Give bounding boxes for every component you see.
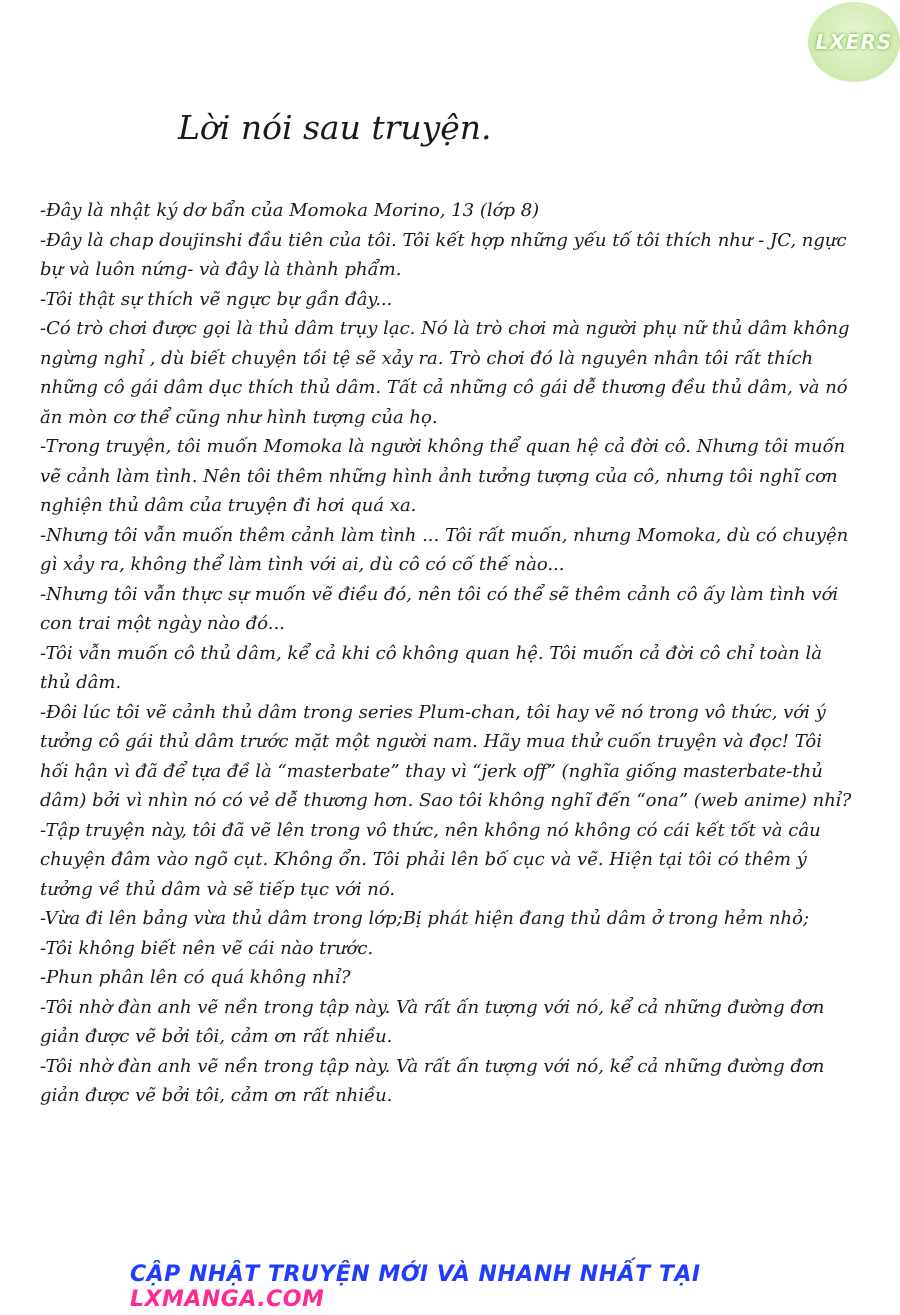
paragraph: -Tôi thật sự thích vẽ ngực bự gần đây...	[40, 288, 393, 310]
paragraph: -Đôi lúc tôi vẽ cảnh thủ dâm trong series Plum-chan, tôi hay vẽ nó trong vô thức, với ý tưởng cô gái thủ dâm trước mặt một người nam. Hãy mua thử cuốn truyện và đọc! Tôi hối hận vì đã để tựa đề là “masterbate” thay vì “jerk off” (nghĩa giống masterbate-thủ dâm) bởi vì nhìn nó có vẻ dễ thương hơn. Sao tôi không nghĩ đến “ona” (web anime) nhỉ?	[40, 701, 852, 811]
paragraph: -Trong truyện, tôi muốn Momoka là người không thể quan hệ cả đời cô. Nhưng tôi muốn vẽ cảnh làm tình. Nên tôi thêm những hình ảnh tưởng tượng của cô, nhưng tôi nghĩ cơn nghiện thủ dâm của truyện đi hơi quá xa.	[40, 436, 846, 516]
paragraph: -Vừa đi lên bảng vừa thủ dâm trong lớp;Bị phát hiện đang thủ dâm ở trong hẻm nhỏ;	[40, 908, 810, 929]
paragraph: -Nhưng tôi vẫn thực sự muốn vẽ điều đó, nên tôi có thể sẽ thêm cảnh cô ấy làm tình với con trai một ngày nào đó...	[40, 583, 839, 634]
footer-text: CẬP NHẬT TRUYỆN MỚI VÀ NHANH NHẤT TẠI	[130, 1262, 701, 1287]
paragraph: -Đây là chap doujinshi đầu tiên của tôi. Tôi kết hợp những yếu tố tôi thích như - JC, ngực bự và luôn nứng- và đây là thành phẩm.	[40, 229, 847, 280]
page-title: Lời nói sau truyện.	[178, 108, 492, 147]
paragraph: -Có trò chơi được gọi là thủ dâm trụy lạc. Nó là trò chơi mà người phụ nữ thủ dâm không ngừng nghỉ , dù biết chuyện tồi tệ sẽ xảy ra. Trò chơi đó là nguyên nhân tôi rất thích những cô gái dâm dục thích thủ dâm. Tất cả những cô gái dễ thương đều thủ dâm, và nó ăn mòn cơ thể cũng như hình tượng của họ.	[40, 318, 850, 428]
paragraph: -Nhưng tôi vẫn muốn thêm cảnh làm tình ... Tôi rất muốn, nhưng Momoka, dù có chuyện gì xảy ra, không thể làm tình với ai, dù cô có cố thế nào...	[40, 524, 849, 575]
paragraph: -Tôi không biết nên vẽ cái nào trước.	[40, 937, 374, 959]
footer-site-link[interactable]: LXMANGA.COM	[130, 1287, 325, 1312]
paragraph: -Tôi vẫn muốn cô thủ dâm, kể cả khi cô không quan hệ. Tôi muốn cả đời cô chỉ toàn là thủ dâm.	[40, 642, 822, 693]
footer-banner	[130, 1262, 900, 1312]
paragraph: -Tôi nhờ đàn anh vẽ nền trong tập này. Và rất ấn tượng với nó, kể cả những đường đơn giản được vẽ bởi tôi, cảm ơn rất nhiều.	[40, 996, 825, 1047]
paragraph: -Phun phân lên có quá không nhỉ?	[40, 967, 351, 988]
paragraph: -Tôi nhờ đàn anh vẽ nền trong tập này. Và rất ấn tượng với nó, kể cả những đường đơn giản được vẽ bởi tôi, cảm ơn rất nhiều.	[40, 1055, 825, 1106]
afterword-body	[40, 196, 855, 1111]
paragraph: -Tập truyện này, tôi đã vẽ lên trong vô thức, nên không nó không có cái kết tốt và câu chuyện đâm vào ngõ cụt. Không ổn. Tôi phải lên bố cục và vẽ. Hiện tại tôi có thêm ý tưởng về thủ dâm và sẽ tiếp tục với nó.	[40, 819, 821, 900]
lxers-logo	[808, 2, 900, 82]
logo-text: LXERS	[815, 30, 893, 54]
paragraph: -Đây là nhật ký dơ bẩn của Momoka Morino, 13 (lớp 8)	[40, 200, 540, 221]
